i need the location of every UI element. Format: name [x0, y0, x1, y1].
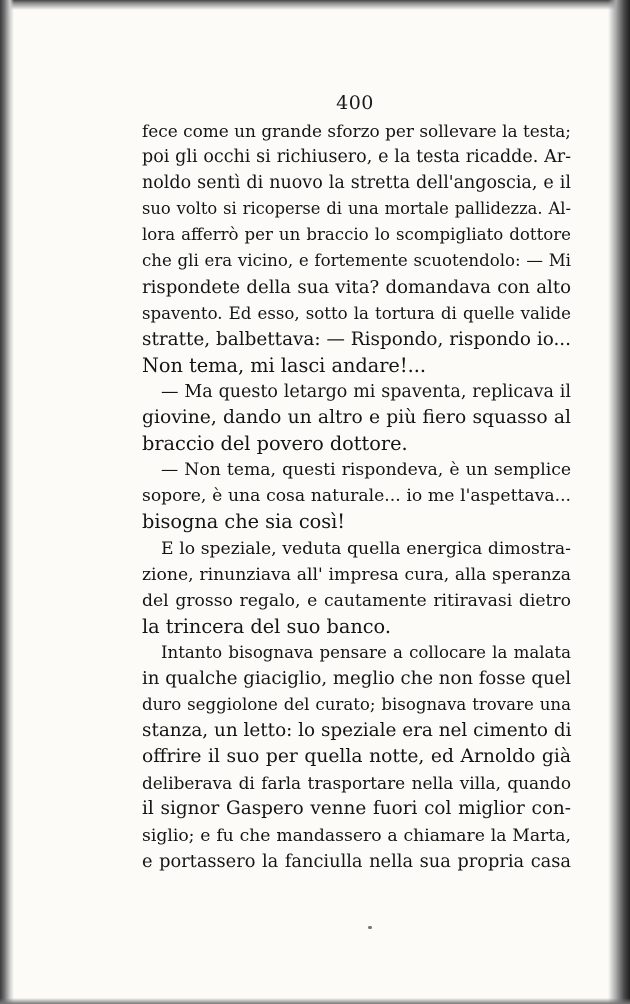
text-line: e portassero la fanciulla nella sua propria casa: [142, 850, 571, 872]
text-line: la trincera del suo banco.: [142, 614, 391, 638]
text-line: che gli era vicino, e fortemente scuotendolo: — Mi: [142, 251, 571, 271]
text-line: giovine, dando un altro e più fiero squasso al: [142, 407, 571, 429]
text-line: Non tema, mi lasci andare!...: [142, 353, 426, 377]
page-left-shadow: [0, 0, 14, 1004]
text-line: braccio del povero dottore.: [142, 432, 408, 456]
body-text: [142, 118, 571, 875]
page-number: 400: [336, 92, 374, 114]
text-line: in qualche giaciglio, meglio che non fosse quel: [142, 667, 572, 689]
text-line: — Non tema, questi rispondeva, è un semplice: [161, 460, 571, 481]
page-top-edge: [0, 0, 630, 10]
text-line: E lo speziale, veduta quella energica dimostra-: [161, 538, 571, 559]
text-line: sopore, è una cosa naturale... io me l'aspettava...: [142, 486, 571, 507]
text-line: — Ma questo letargo mi spaventa, replicava il: [161, 381, 571, 402]
text-line: suo volto si ricoperse di una mortale pallidezza. Al-: [142, 199, 571, 219]
text-line: offrire il suo per quella notte, ed Arnoldo già: [142, 746, 571, 768]
text-line: rispondete della sua vita? domandava con alto: [142, 276, 571, 298]
text-line: poi gli occhi si richiusero, e la testa ricadde. Ar-: [142, 147, 571, 168]
text-line: Intanto bisognava pensare a collocare la malata: [161, 642, 571, 662]
text-line: duro seggiolone del curato; bisognava trovare una: [142, 695, 571, 715]
text-line: stratte, balbettava: — Rispondo, rispondo io...: [142, 328, 571, 350]
page-right-shadow: [608, 0, 630, 1004]
text-line: fece come un grande sforzo per sollevare la testa;: [142, 121, 571, 141]
page-bottom-edge: [0, 998, 630, 1004]
text-line: del grosso regalo, e cautamente ritiravasi dietro: [142, 590, 571, 611]
text-line: bisogna che sia così!: [142, 510, 346, 534]
text-line: zione, rinunziava all' impresa cura, alla speranza: [142, 564, 571, 585]
text-line: noldo sentì di nuovo la stretta dell'angoscia, e il: [142, 173, 571, 194]
text-line: spavento. Ed esso, sotto la tortura di quelle valide: [142, 303, 571, 323]
text-line: lora afferrò per un braccio lo scompigliato dottore: [142, 225, 571, 245]
text-line: il signor Gaspero venne fuori col miglior con-: [142, 798, 571, 820]
ink-smudge: [368, 926, 372, 929]
text-line: stanza, un letto: lo speziale era nel cimento di: [142, 720, 572, 742]
text-line: siglio; e fu che mandassero a chiamare la Marta,: [142, 825, 571, 846]
text-line: deliberava di farla trasportare nella villa, quando: [142, 773, 571, 794]
